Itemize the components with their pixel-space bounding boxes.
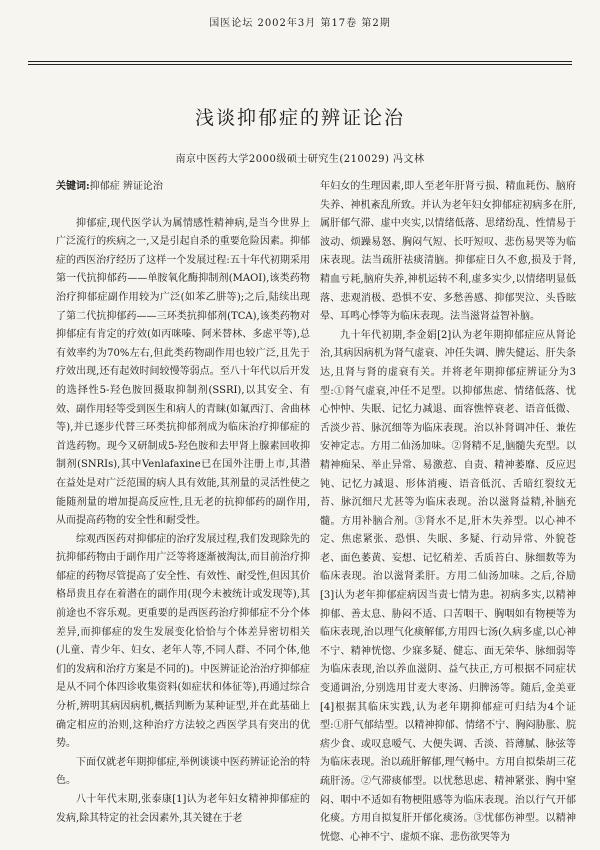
paragraph: 八十年代末期,张泰康[1]认为老年妇女精神抑郁症的发病,除其特定的社会因素外,其关键在于老 xyxy=(56,794,310,824)
running-header xyxy=(28,12,572,60)
journal-header-chinese: 国医论坛 2002年3月 第17卷 第2期 xyxy=(209,18,391,29)
keywords-line xyxy=(56,178,310,197)
keywords-text: 抑郁症 辨证论治 xyxy=(89,181,163,192)
paragraph: 九十年代初期,李金娟[2]认为老年期抑郁症应从肾论治,其病因病机为肾气虚衰、冲任失调、脾失健运、肝失条达,且肾与肾的虚衰有关。并将老年期抑郁症辨证分为3型:①肾气虚衰,冲任不足型。以抑郁焦虑、情绪低落、忧心忡忡、失眠、记忆力减退、面容憔悴衰老、语音低微、舌淡少苔、脉沉细等为临床表现。治以补肾调冲任、兼佐安神定志。方用二仙汤加味。②肾精不足,脑髓失充型。以精神痴呆、举止异常、易激惹、自责、精神萎靡、反应迟钝、记忆力减退、形体消瘦、语音低沉、舌暗红裂纹无苔、脉沉细尺尤甚等为临床表现。治以滋肾益精,补脑充髓。方用补脑合剂。③肾水不足,肝木失养型。以心神不定、焦虑紧张、恐惧、失眠、多疑、行动异常、外貌苍老、面色萎黄、妄想、记忆稍差、舌质苔白、脉细数等为临床表现。治以滋肾柔肝。方用二仙汤加味。之后,谷励[3]认为老年抑郁症病因当责七情为患。初病多实,以精神抑郁、善太息、胁闷不适、口苦咽干、胸咽如有物梗等为临床表现,治以理气化痰解郁,方用四七汤(久病多虚,以心神不宁、精神恍惚、少寐多疑、健忘、面无荣华、脉细弱等为临床表现,治以养血滋阴、益气扶正,方可根据不同症状变通调治,分别选用甘麦大枣汤、归脾汤等。随后,金美亚[4]根据其临床实践,认为老年期抑郁症可归结为4个证型:①肝气郁结型。以精神抑郁、情绪不宁、胸闷胁胀、脘痞少食、或叹息嗳气、大便失调、舌淡、苔薄腻、脉弦等为临床表现。治以疏肝解郁,理气畅中。方用自拟柴胡三花疏肝汤。②气滞痰郁型。以忧愁思虑、精神紧张、胸中窒闷、咽中不适如有物梗阻感等为临床表现。治以行气开郁化痰。方用自拟复肝开郁化痰汤。③忧郁伤神型。以精神恍惚、心神不宁、虚烦不寐、悲伤欲哭等为 xyxy=(320,329,576,843)
paragraph: 抑郁症,现代医学认为属情感性精神病,是当今世界上广泛流行的疾病之一,又是引起自杀的重要危险因素。抑郁症的西医治疗经历了这样一个发展过程:五十年代初期采用第一代抗抑郁药——单胺氧化酶抑制剂(MAOI),该类药物治疗抑郁症副作用较为广泛(如苯乙肼等);之后,陆续出现了第二代抗抑郁药——三环类抗抑郁剂(TCA),该类药物对抑郁症有肯定的疗效(如丙咪嗪、阿米替林、多虑平等),总有效率约为70%左右,但此类药物副作用也较广泛,且先于疗效出现,还有起效时间较慢等弱点。至八十年代以后开发的选择性5-羟色胺回摄取抑制剂(SSRI),以其安全、有效、副作用轻等受到医生和病人的青睐(如氟西汀、舍曲林等),并已逐步代替三环类抗抑郁剂成为临床治疗抑郁症的首选药物。现今又研制成5-羟色胺和去甲肾上腺素回收抑制剂(SNRIs),其中Venlafaxine已在国外注册上市,其潜在益处是对广泛范围的病人具有效能,其剂量的灵活性使之能随剂量的增加提高反应性,且无老的抗抑郁药的副作用,从而提高药物的安全性和耐受性。 xyxy=(56,217,310,527)
right-column xyxy=(320,178,576,844)
paragraph: 综观西医药对抑郁症的治疗发展过程,我们发现除先的抗抑郁药物由于副作用广泛等将逐渐被淘汰,而目前治疗抑郁症的药物尽管提高了安全性、有效性、耐受性,但因其价格昂贵且存在着潜在的副作用(现今未被统计或发现等),其前途也不容乐观。更重要的是西医药治疗抑郁症不分个体差异,而抑郁症的发生发展变化恰恰与个体差异密切相关(儿童、青少年、妇女、老年人等,不同人群、不同个体,他们的发病和治疗方案是不同的)。中医辨证论治治疗抑郁症是从不同个体四诊收集资料(如症状和体征等),再通过综合分析,辨明其病因病机,概括判断为某种证型,并在此基础上确定相应的治则,这种治疗方法较之西医学具有突出的优势。 xyxy=(56,533,310,750)
keywords-label: 关键词: xyxy=(56,181,90,192)
header-rule-bottom xyxy=(28,64,572,65)
left-column xyxy=(56,178,310,844)
paragraph: 年妇女的生理因素,即人至老年肝肾亏损、精血耗伤、脑府失养、神机紊乱所致。并认为老年妇女抑郁症初病多在肝,属肝郁气滞、虚中夹实,以情绪低落、思绪纷乱、性情易于波动、烦躁易怒、胸闷气短、长吁短叹、悲伤易哭等为临床表现。法当疏肝祛痰清脑。抑郁症日久不愈,损及于肾,精血亏耗,脑府失养,神机运转不利,虚多实少,以情绪明显低落、悲观消极、恐惧不安、多愁善感、抑郁哭泣、头昏眩晕、耳鸣心悸等为临床表现。法当滋肾益智补脑。 xyxy=(320,181,576,323)
header-rule-top xyxy=(28,61,572,62)
paragraph: 下面仅就老年期抑郁症,举例谈谈中医药辨证论治的特色。 xyxy=(56,756,310,787)
article-author: 南京中医药大学2000级硕士研究生(210029) 冯文林 xyxy=(175,154,425,165)
article-title: 浅谈抑郁症的辨证论治 xyxy=(194,107,405,129)
